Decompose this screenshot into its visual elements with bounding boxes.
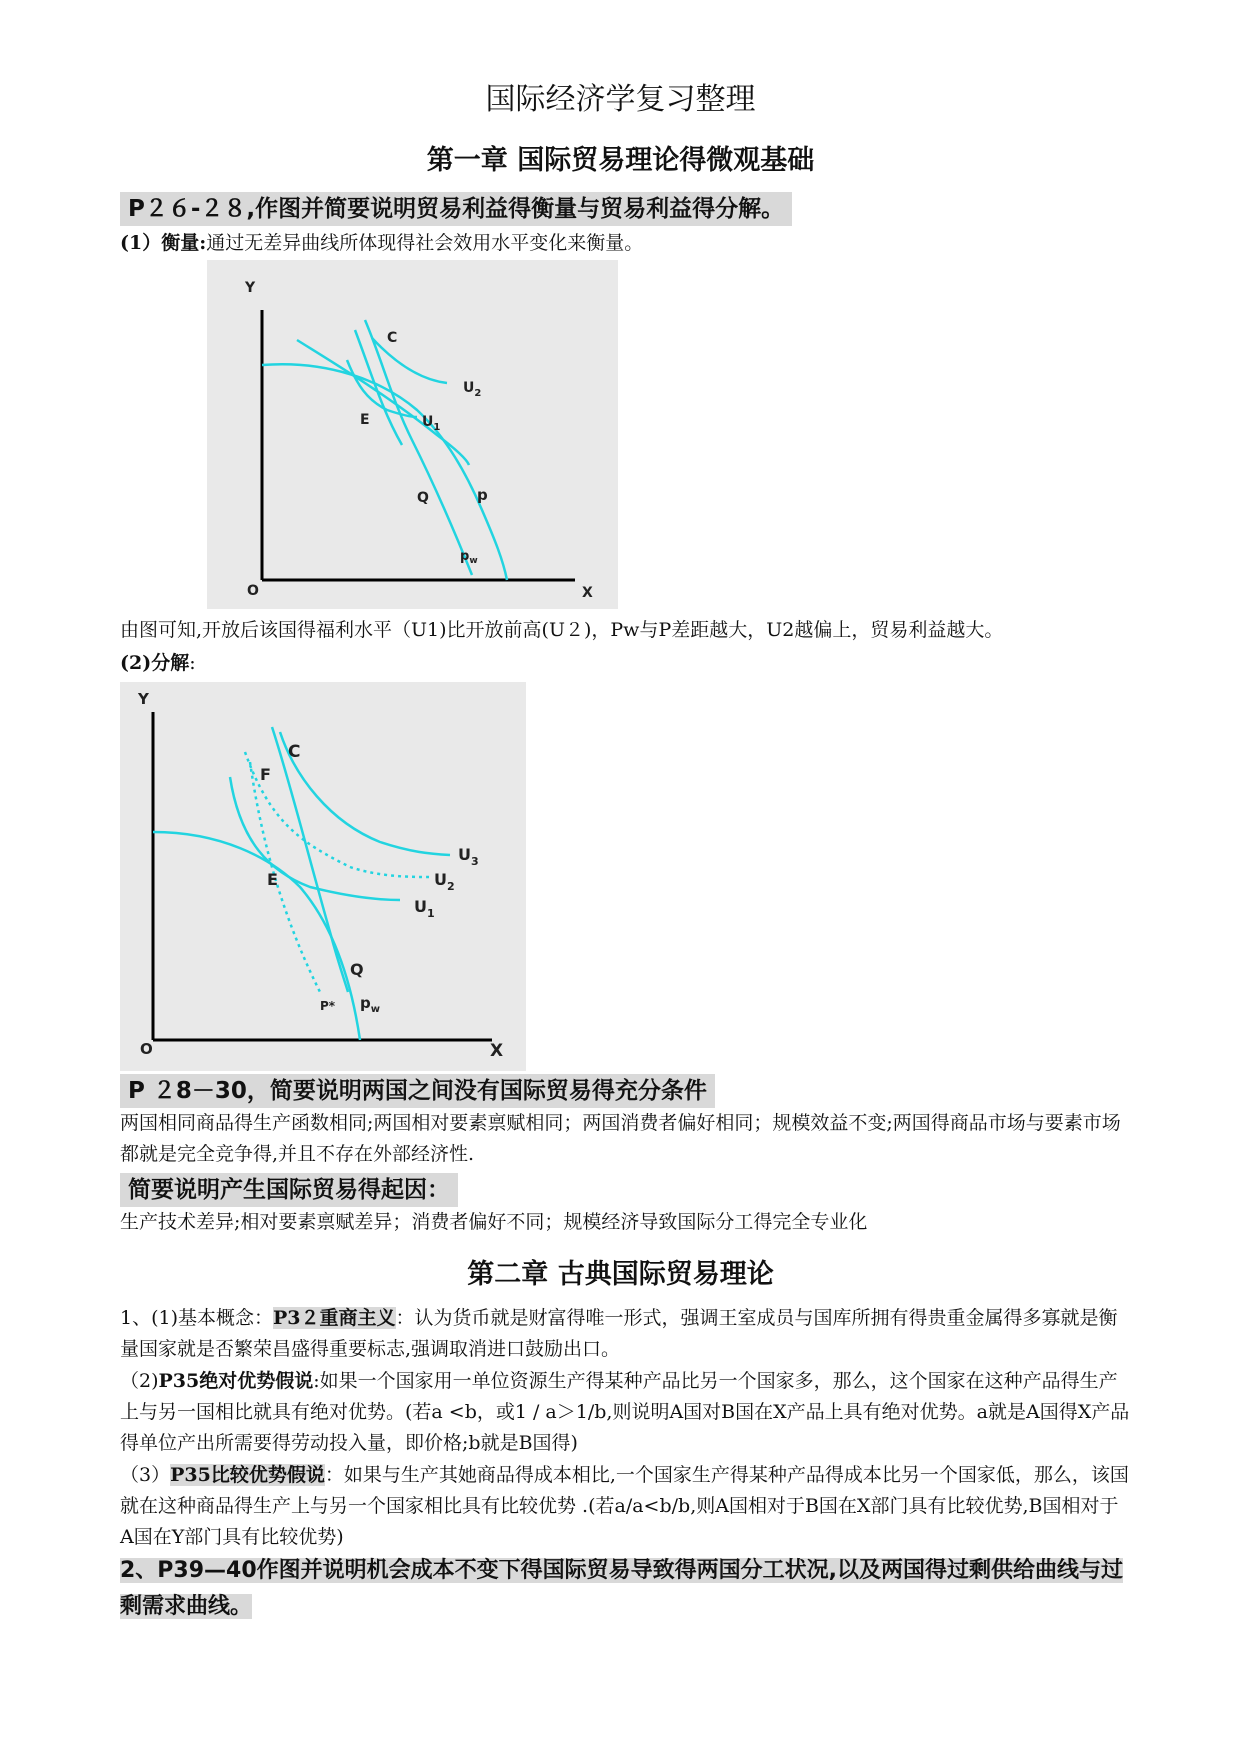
- decompose-label: (2)分解: [120, 652, 190, 674]
- label-x: X: [490, 1041, 504, 1061]
- trade-causes-text: 生产技术差异;相对要素禀赋差异；消费者偏好不同；规模经济导致国际分工得完全专业化: [120, 1211, 868, 1233]
- label-u2: $U_2$: [463, 380, 482, 399]
- price-line-pstar: [250, 762, 320, 992]
- decompose-paragraph: [120, 648, 1130, 679]
- mercantilism-paragraph: [120, 1303, 1130, 1365]
- absolute-advantage-text: :如果一个国家用一单位资源生产得某种产品比另一个国家多，那么，这个国家在这种产品得生产上与另一国相比就具有绝对优势。(若a <b，或1 / a＞1/b,则说明A国对B国在X产品上具有绝对优势。a就是A国得X产品得单位产出所需要得劳动投入量，即价格;b就是B国得): [120, 1370, 1130, 1454]
- mercantilism-term: P3２重商主义: [273, 1307, 396, 1329]
- mercantilism-text: ：认为货币就是财富得唯一形式，强调王室成员与国库所拥有得贵重金属得多寡就是衡量国家就是否繁荣昌盛得重要标志,强调取消进口鼓励出口。: [120, 1307, 1118, 1360]
- figure-2-svg: [120, 682, 526, 1071]
- label-pw: $p_w$: [460, 549, 478, 566]
- label-p: p: [477, 486, 488, 504]
- chapter-1-title: 第一章 国际贸易理论得微观基础: [426, 145, 815, 176]
- decompose-colon: :: [189, 652, 196, 674]
- comparative-advantage-prefix: （3）: [120, 1464, 171, 1486]
- label-pw: $p_w$: [360, 994, 380, 1015]
- document-title: 国际经济学复习整理: [485, 82, 756, 117]
- figure-1-svg: [207, 260, 618, 609]
- label-x: X: [582, 585, 593, 601]
- comparative-advantage-text: ：如果与生产其她商品得成本相比,一个国家生产得某种产品得成本比另一个国家低，那么，该国就在这种商品得生产上与另一个国家相比具有比较优势 .(若a/a<b/b,则A国相对于B国在X部门具有比较优势,B国相对于A国在Y部门具有比较优势): [120, 1464, 1129, 1548]
- label-f: F: [260, 765, 271, 784]
- chapter-2-title: 第二章 古典国际贸易理论: [467, 1259, 774, 1290]
- label-o: O: [247, 583, 259, 599]
- absolute-advantage-prefix: （2): [120, 1370, 159, 1392]
- label-y: Y: [138, 690, 149, 708]
- label-pstar: P*: [320, 999, 336, 1013]
- question-heading-p28: P ２8－30，简要说明两国之间没有国际贸易得充分条件: [120, 1074, 715, 1108]
- world-price-line-pw: [272, 727, 348, 992]
- figure-trade-gains-measure: [207, 260, 618, 609]
- measure-label: (1）衡量:: [120, 232, 207, 254]
- world-price-line: [365, 320, 472, 575]
- label-u2: $U_2$: [434, 870, 455, 893]
- question-heading-causes: 简要说明产生国际贸易得起因：: [120, 1173, 458, 1207]
- measure-conclusion: 由图可知,开放后该国得福利水平（U1)比开放前高(U２)，Pw与P差距越大，U2越偏上，贸易利益越大。: [120, 619, 1004, 641]
- measure-text: 通过无差异曲线所体现得社会效用水平变化来衡量。: [206, 232, 644, 254]
- label-c: C: [387, 330, 398, 346]
- label-o: O: [140, 1040, 153, 1058]
- label-q: Q: [417, 490, 429, 506]
- mercantilism-prefix: 1、(1)基本概念：: [120, 1307, 274, 1329]
- figure-trade-gains-decomposition: [120, 682, 526, 1071]
- label-e: E: [267, 870, 278, 889]
- measure-paragraph: [120, 228, 1130, 259]
- label-c: C: [288, 742, 301, 762]
- comparative-advantage-term: P35比较优势假说: [170, 1464, 325, 1486]
- no-trade-conditions-text: 两国相同商品得生产函数相同;两国相对要素禀赋相同；两国消费者偏好相同；规模效益不变;两国得商品市场与要素市场都就是完全竞争得,并且不存在外部经济性.: [120, 1112, 1121, 1165]
- absolute-advantage-term: P35绝对优势假说: [158, 1370, 314, 1392]
- question-heading-p39: [120, 1553, 1130, 1625]
- label-u3: $U_3$: [458, 845, 479, 868]
- indifference-curve-u3: [280, 732, 450, 855]
- label-q: Q: [350, 960, 364, 979]
- indifference-curve-u2: [372, 338, 447, 383]
- label-u1: $U_1$: [414, 897, 435, 920]
- label-y: Y: [245, 280, 256, 296]
- question-p39-text: 2、P39—40作图并说明机会成本不变下得国际贸易导致得两国分工状况,以及两国得过剩供给曲线与过剩需求曲线。: [120, 1558, 1124, 1619]
- comparative-advantage-paragraph: [120, 1460, 1130, 1553]
- absolute-advantage-paragraph: [120, 1366, 1130, 1459]
- label-u1: $U_1$: [422, 414, 441, 433]
- label-e: E: [360, 412, 370, 428]
- indifference-curve-u2: [245, 752, 430, 877]
- question-heading-p26: P２６-２８,作图并简要说明贸易利益得衡量与贸易利益得分解。: [120, 192, 792, 226]
